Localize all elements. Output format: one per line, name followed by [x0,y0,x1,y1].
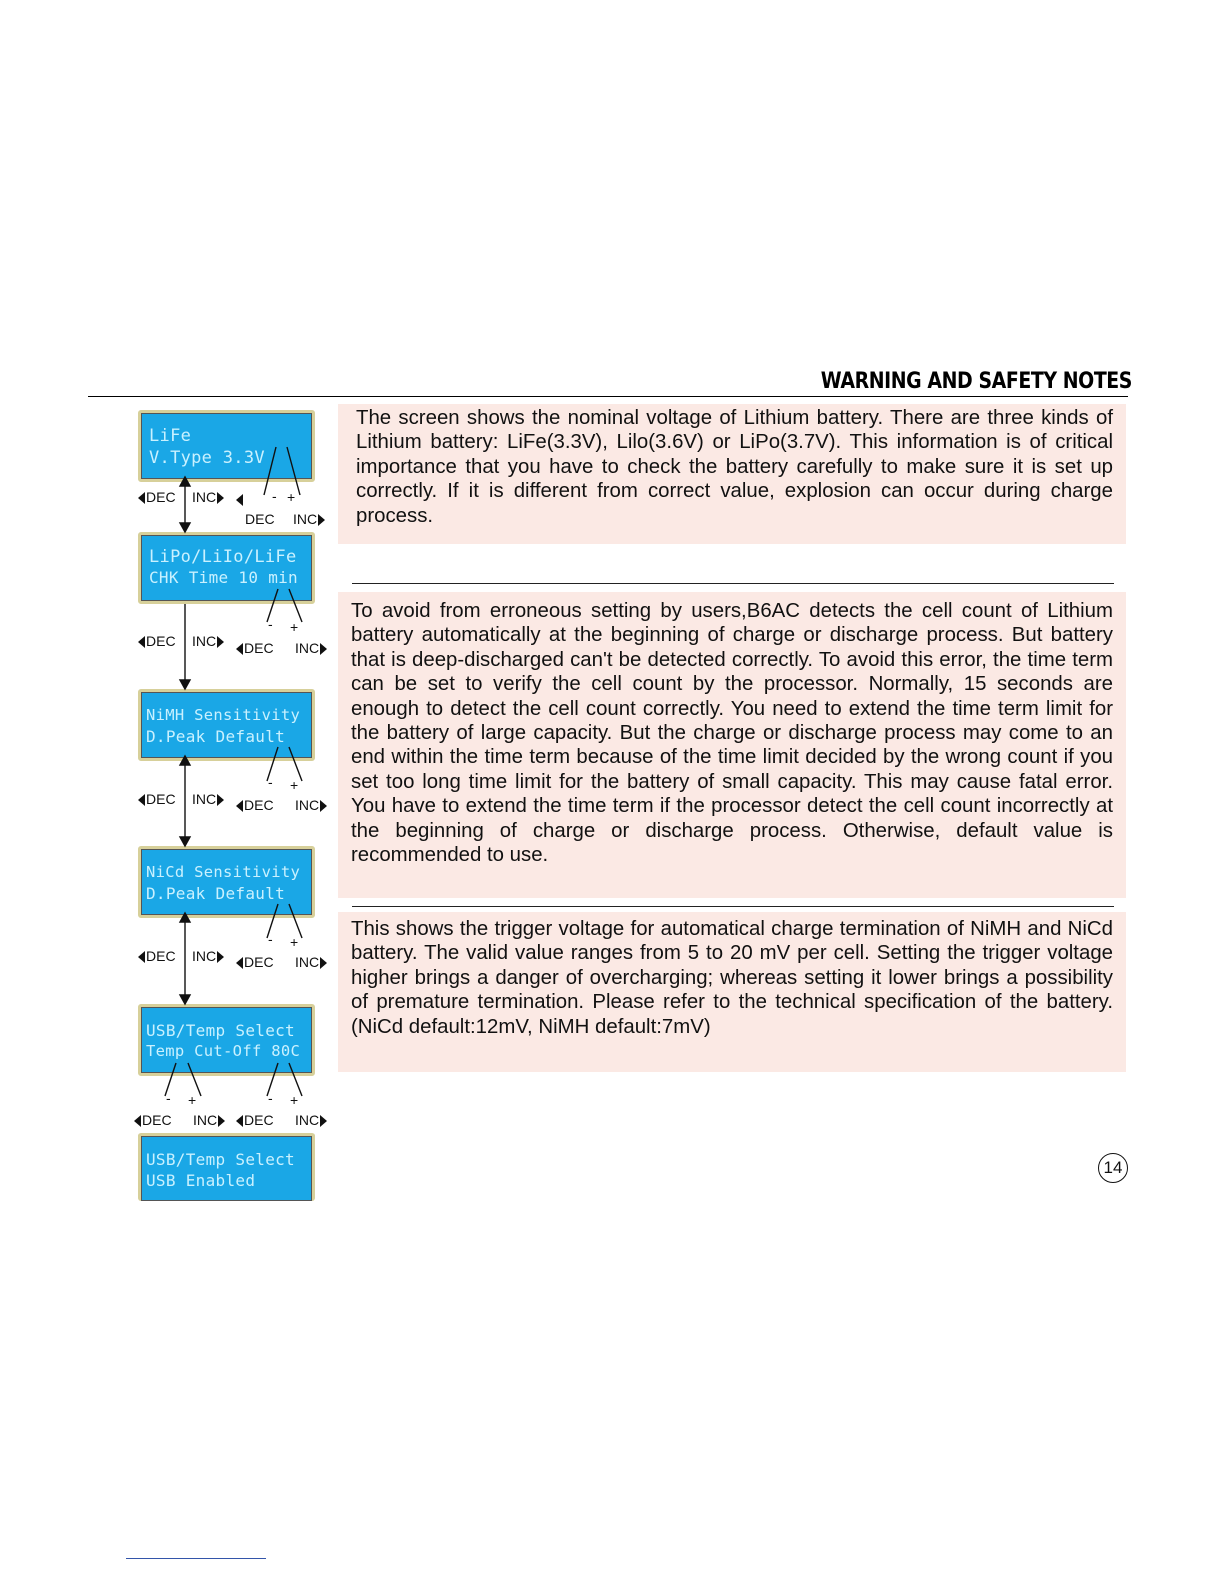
inc-button-label [192,489,224,505]
plus-label: + [287,489,296,505]
lcd-line-1: NiMH Sensitivity [146,706,301,724]
inc-text: INC [192,633,217,649]
inc-button-label [293,511,325,527]
dec-text: DEC [244,797,274,813]
left-arrow-icon [236,1115,243,1127]
left-arrow-icon [134,1115,141,1127]
lcd-line-2: D.Peak Default [146,727,286,746]
dec-button-label [236,954,274,970]
footer-rule [126,1558,266,1559]
minus-label: - [268,931,273,947]
right-arrow-icon [318,514,325,526]
inc-button-label [295,1112,327,1128]
lithium-type-paragraph: The screen shows the nominal voltage of Lithium battery. There are three kinds of Lithium battery: LiFe(3.3V), Lilo(3.6V) or LiPo(3.7V). This information is of critical importance that you have to check the battery carefully to make sure it is set up correctly. If it is different from correct value, explosion can occur during charge process. [356,407,1113,527]
inc-button-label [295,954,327,970]
inc-text: INC [193,1112,218,1128]
left-arrow-icon [236,800,243,812]
inc-text: INC [192,948,217,964]
lcd-line-1: USB/Temp Select [146,1150,295,1169]
dec-text-label: DEC [245,511,275,527]
right-arrow-icon [218,1115,225,1127]
inc-button-label [193,1112,225,1128]
cell-check-paragraph: To avoid from erroneous setting by users,B6AC detects the cell count of Lithium battery automatically at the beginning of charge or discharge process. But battery that is deep-discharged can't be detected correctly. To avoid this error, the time term can be set to verify the cell count by the processor. Normally, 15 seconds are enough to detect the cell count correctly. You need to extend the time term limit for the battery of large capacity. But the charge or discharge process may come to an end within the time term because of the time limit decided by the wrong count if you set too long time limit for the battery of small capacity. This may cause fatal error. You have to extend the time term if the processor detect the cell count incorrectly at the beginning of charge or discharge process. Otherwise, default value is recommended to use. [351,600,1113,867]
inc-text: INC [192,791,217,807]
right-arrow-icon [320,800,327,812]
right-arrow-icon [217,794,224,806]
left-arrow-icon [138,794,145,806]
dec-button-label [138,633,176,649]
right-arrow-icon [320,957,327,969]
dec-button-label [236,797,274,813]
inc-button-label [295,640,327,656]
left-arrow-icon [138,636,145,648]
sensitivity-paragraph: This shows the trigger voltage for automatical charge termination of NiMH and NiCd battery. The valid value ranges from 5 to 20 mV per cell. Setting the trigger voltage higher brings a danger of overcharging; whereas setting it lower brings a possibility of premature termination. Please refer to the technical specification of the battery.(NiCd default:12mV, NiMH default:7mV) [351,918,1113,1038]
inc-text: INC [295,797,320,813]
inc-button-label [192,948,224,964]
inc-text: INC [293,511,318,527]
right-arrow-icon [320,643,327,655]
down-arrowhead [180,837,190,846]
plus-pointer-line [287,447,300,495]
lcd-line-2: CHK Time 10 min [149,568,298,587]
lcd-line-1: USB/Temp Select [146,1021,295,1040]
left-arrow-icon [138,951,145,963]
dec-text: DEC [146,489,176,505]
dec-button-label [138,791,176,807]
lcd-line-1: LiPo/LiIo/LiFe [149,547,297,567]
plus-label: + [290,777,299,793]
plus-label: + [290,1092,299,1108]
dec-text: DEC [146,791,176,807]
dec-button-label [134,1112,172,1128]
plus-label: + [290,934,299,950]
inc-button-label [192,633,224,649]
lcd-line-2: Temp Cut-Off 80C [146,1042,301,1060]
dec-button-label [138,489,176,505]
right-arrow-icon [217,492,224,504]
dec-button-label [236,1112,274,1128]
dec-text: DEC [142,1112,172,1128]
up-arrowhead [180,756,190,765]
lcd-line-1: NiCd Sensitivity [146,863,301,881]
inc-button-label [192,791,224,807]
left-arrow-icon [236,957,243,969]
left-arrow-label [236,491,244,507]
inc-text: INC [295,640,320,656]
dec-text: DEC [146,948,176,964]
inc-button-label [295,797,327,813]
inc-text: INC [295,1112,320,1128]
right-arrow-icon [217,951,224,963]
dec-button-label [236,640,274,656]
section-heading: WARNING AND SAFETY NOTES [820,369,1132,394]
plus-pointer-line [289,904,302,938]
dec-text: DEC [146,633,176,649]
plus-pointer-line [289,589,302,622]
plus-pointer-line [289,747,302,781]
left-arrow-icon [138,492,145,504]
plus-label: + [290,619,299,635]
dec-text: DEC [244,640,274,656]
minus-label: - [166,1090,171,1106]
dec-text: DEC [244,1112,274,1128]
up-arrowhead [180,477,190,486]
lcd-line-2: USB Enabled [146,1171,256,1190]
right-arrow-icon [217,636,224,648]
minus-label: - [272,488,277,504]
page-number: 14 [1098,1153,1128,1183]
down-arrowhead [180,523,190,532]
right-arrow-icon [320,1115,327,1127]
dec-text: DEC [244,954,274,970]
minus-label: - [268,1090,273,1106]
up-arrowhead [180,913,190,922]
minus-label: - [268,616,273,632]
left-arrow-icon [236,643,243,655]
lcd-line-2: V.Type 3.3V [149,448,265,468]
plus-label: + [188,1092,197,1108]
dec-button-label [138,948,176,964]
down-arrowhead [180,995,190,1004]
down-arrowhead [180,680,190,689]
lcd-line-1: LiFe [149,426,192,446]
lcd-line-2: D.Peak Default [146,884,286,903]
left-arrow-icon [236,494,243,506]
inc-text: INC [295,954,320,970]
inc-text: INC [192,489,217,505]
minus-label: - [268,774,273,790]
